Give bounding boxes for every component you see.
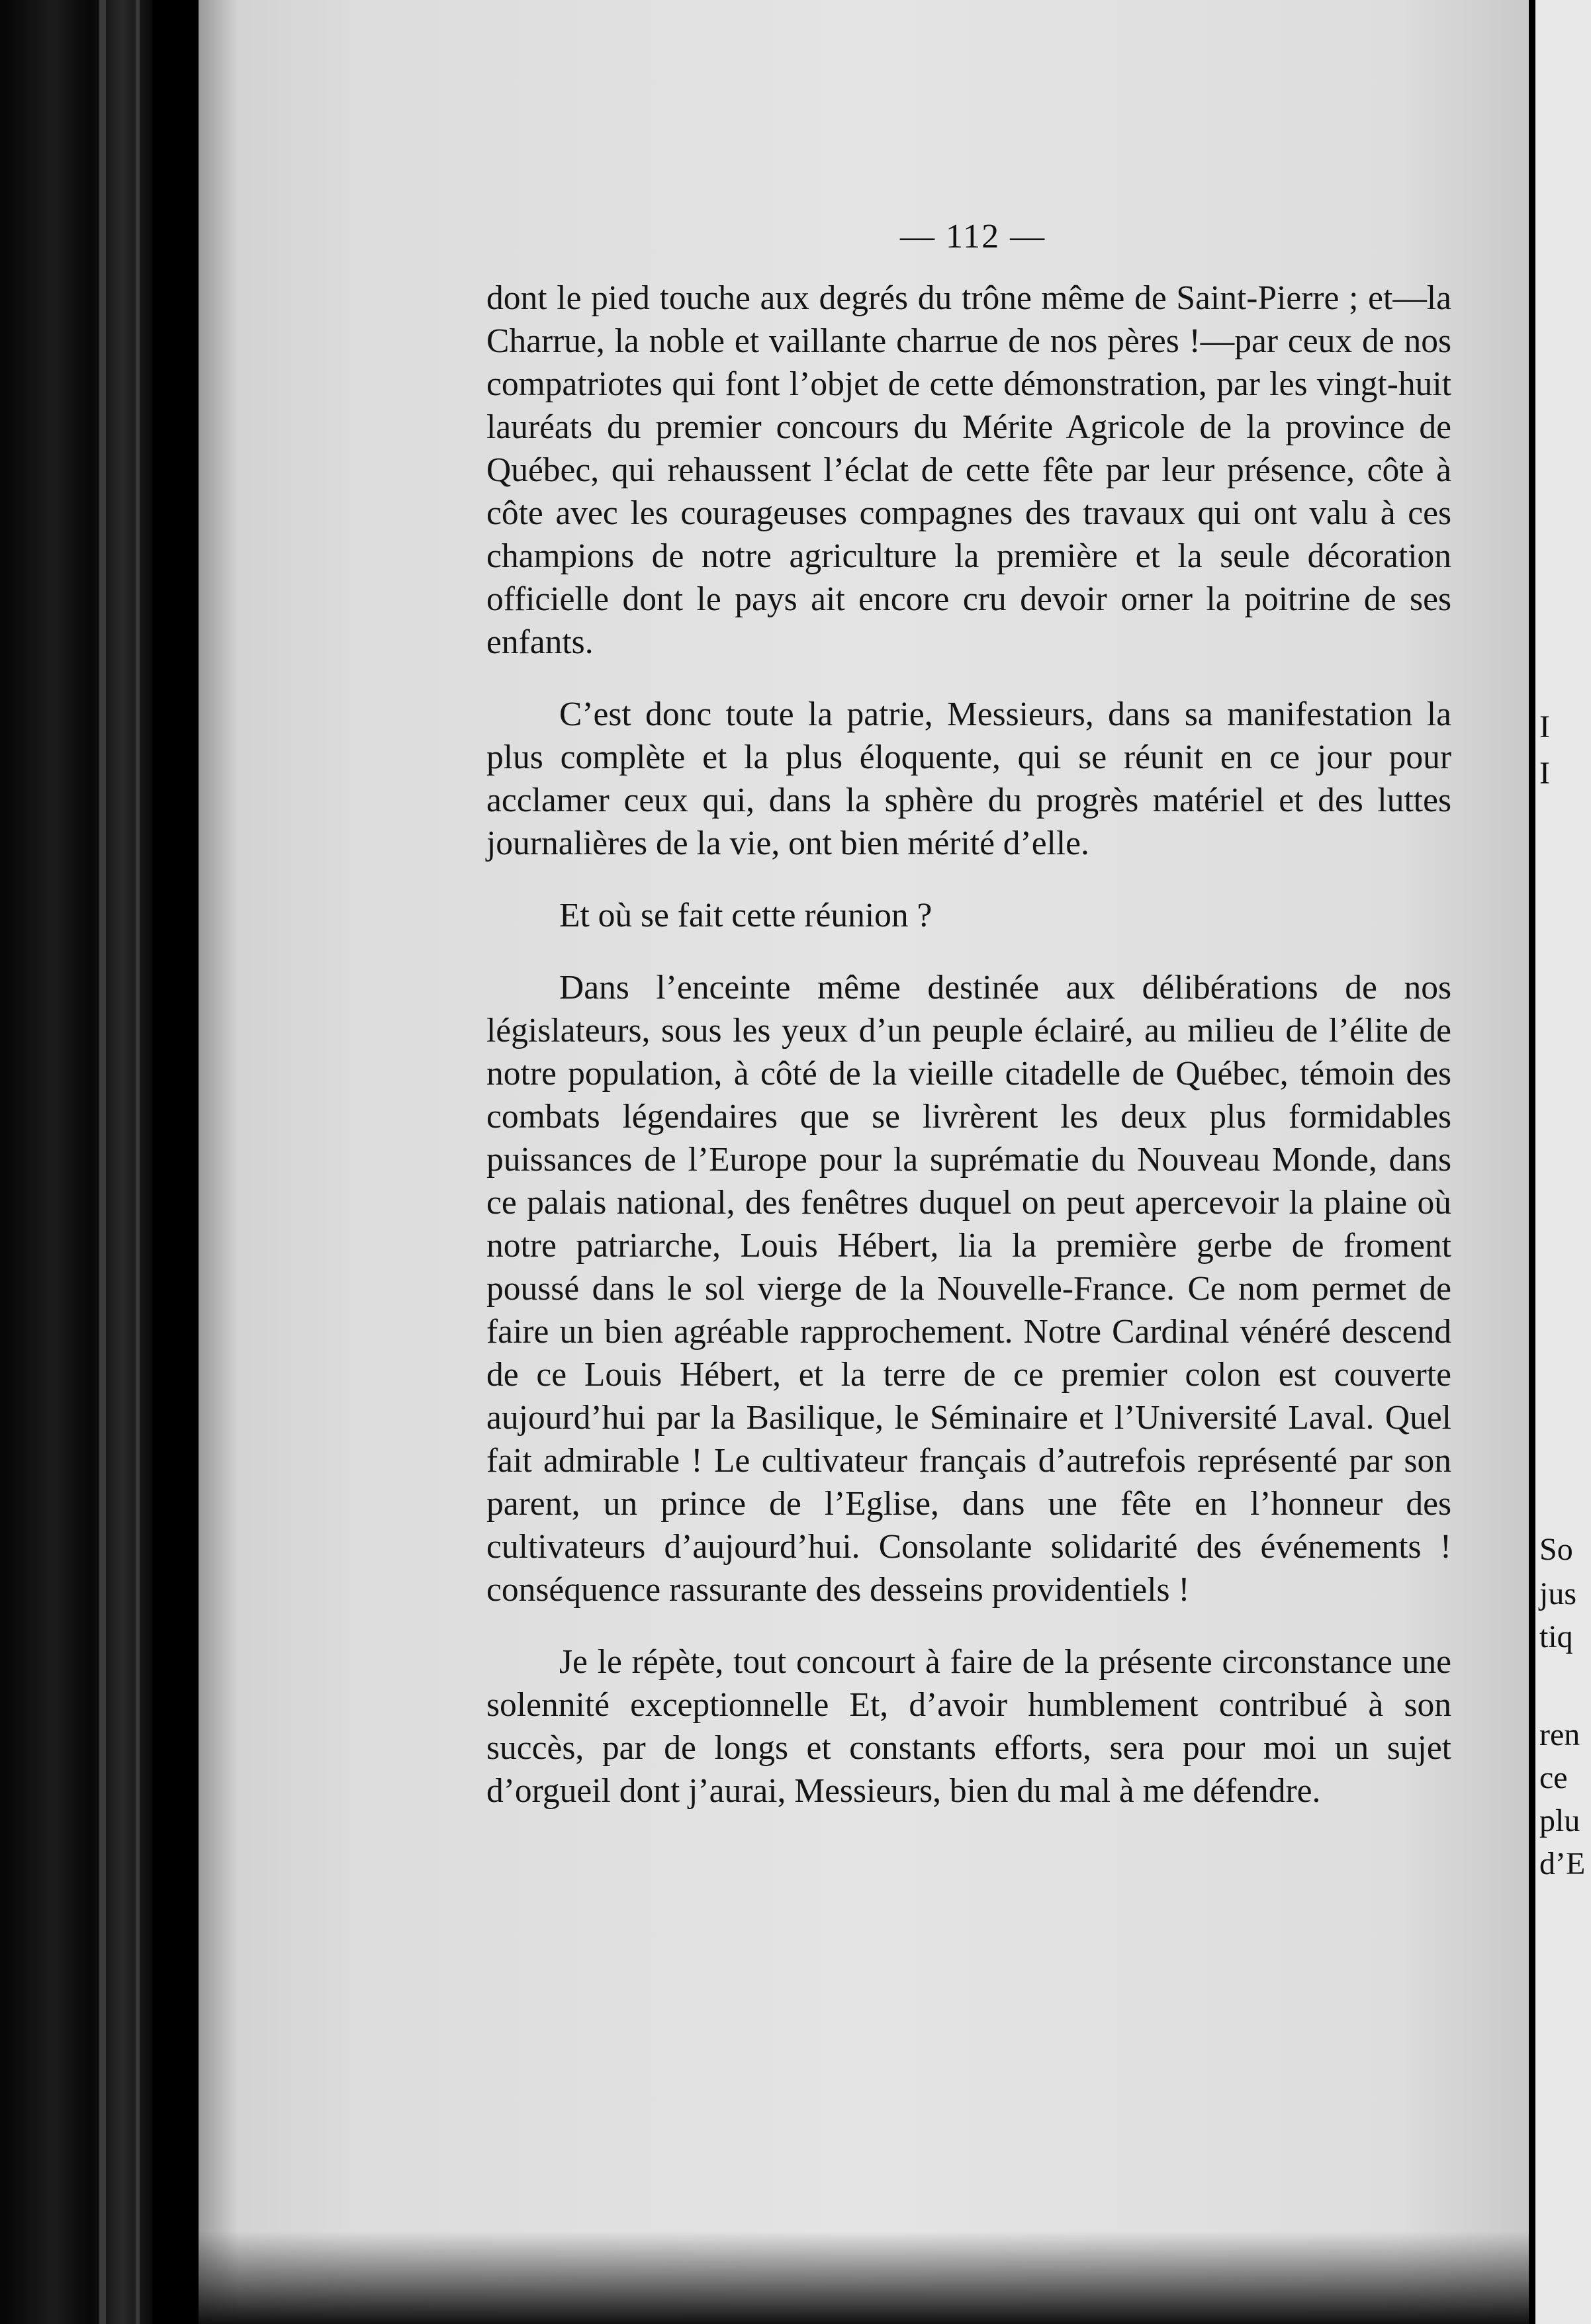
- adjacent-page-fragment: I: [1539, 709, 1550, 744]
- paragraph: Dans l’enceinte même destinée aux délibérations de nos législateurs, sous les yeux d’un peuple éclairé, au milieu de l’élite de notre population, à côté de la vieille citadelle de Québec, témoin des combats légendaires que se livrèrent les deux plus formidables puissances de l’Europe pour la suprématie du Nouveau Monde, dans ce palais national, des fenêtres duquel on peut apercevoir la plaine où notre patriarche, Louis Hébert, lia la première gerbe de froment poussé dans le sol vierge de la Nouvelle-France. Ce nom permet de faire un bien agréable rapprochement. Notre Cardinal vénéré descend de ce Louis Hébert, et la terre de ce premier colon est couverte aujourd’hui par la Basilique, le Séminaire et l’Université Laval. Quel fait admirable ! Le cultivateur français d’autrefois représenté par son parent, un prince de l’Eglise, dans une fête en l’honneur des cultivateurs d’aujourd’hui. Consolante solidarité des événements ! conséquence rassurante des desseins providentiels !: [486, 969, 1451, 1609]
- paragraph: Je le répète, tout concourt à faire de la présente circonstance une solennité exceptionnelle Et, d’avoir humblement contribué à son succès, par de longs et constants efforts, sera pour moi un sujet d’orgueil dont j’aurai, Messieurs, bien du mal à me défendre.: [486, 1643, 1451, 1810]
- adjacent-page-fragment: ren: [1539, 1717, 1580, 1752]
- binding-edge-line: [99, 0, 106, 2324]
- page-number-header: — 112 —: [900, 218, 1046, 255]
- book-binding: [0, 0, 152, 2324]
- page-gutter-shadow: [199, 0, 238, 2324]
- adjacent-page-fragment: ce: [1539, 1760, 1568, 1795]
- page-body-text: [486, 277, 1451, 1812]
- adjacent-page-fragment: d’E: [1539, 1846, 1586, 1881]
- binding-edge-line: [136, 0, 140, 2324]
- paragraph: C’est donc toute la patrie, Messieurs, dans sa manifestation la plus complète et la plus éloquente, qui se réunit en ce jour pour acclamer ceux qui, dans la sphère du progrès matériel et des luttes journalières de la vie, ont bien mérité d’elle.: [486, 695, 1451, 862]
- adjacent-page-fragment: tiq: [1539, 1619, 1573, 1654]
- adjacent-page-fragment: I: [1539, 756, 1550, 791]
- paragraph: dont le pied touche aux degrés du trône même de Saint-Pierre ; et—la Charrue, la noble et vaillante charrue de nos pères !—par ceux de nos compatriotes qui font l’objet de cette démonstration, par les vingt-huit lauréats du premier concours du Mérite Agricole de la province de Québec, qui rehaussent l’éclat de cette fête par leur présence, côte à côte avec les courageuses compagnes des travaux qui ont valu à ces champions de notre agriculture la première et la seule décoration officielle dont le pays ait encore cru devoir orner la poitrine de ses enfants.: [486, 279, 1451, 661]
- adjacent-page-fragment: jus: [1539, 1576, 1577, 1611]
- adjacent-page-fragment: So: [1539, 1532, 1573, 1567]
- adjacent-page-edge: [1535, 0, 1591, 2324]
- adjacent-page-fragment: plu: [1539, 1803, 1580, 1838]
- paragraph: Et où se fait cette réunion ?: [559, 897, 932, 934]
- page-bottom-shadow: [199, 2231, 1529, 2324]
